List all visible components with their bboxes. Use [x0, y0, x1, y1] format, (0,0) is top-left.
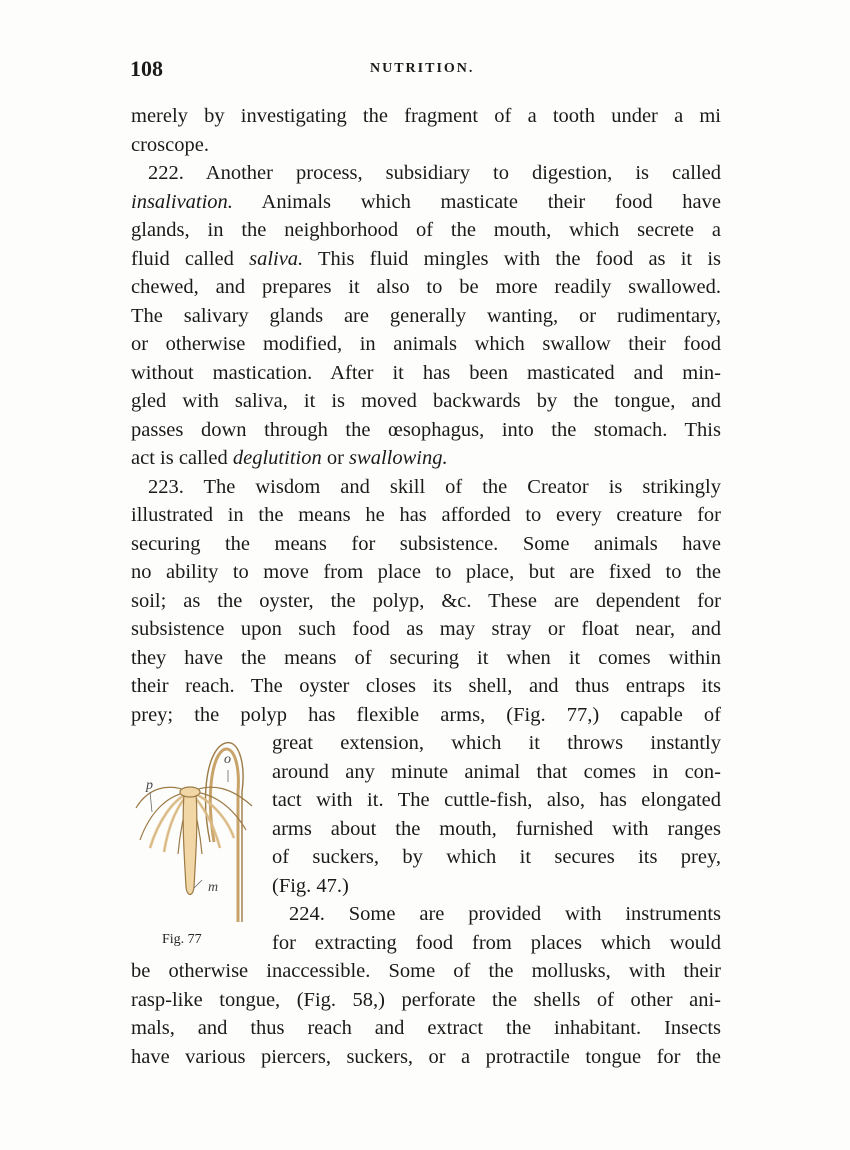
text-run: merely by investigating the fragment of a tooth under a mi: [131, 105, 721, 127]
running-title: NUTRITION.: [370, 61, 475, 76]
text-run: This fluid mingles with the food as it is: [303, 247, 722, 270]
text-line: [272, 900, 721, 929]
text-run: prey; the polyp has flexible arms, (Fig. 77,) capable of: [131, 703, 721, 726]
text-line: [272, 843, 721, 872]
text-line: [131, 615, 721, 644]
text-line: [131, 131, 721, 160]
text-run: for extracting food from places which would: [272, 931, 721, 954]
figure-label-m: m: [208, 880, 219, 895]
text-line: [272, 929, 721, 958]
text-line: [131, 245, 721, 274]
text-run: glands, in the neighborhood of the mouth, which secrete a: [131, 219, 721, 241]
text-line: [272, 872, 721, 901]
text-line: [131, 644, 721, 673]
text-run: croscope.: [131, 133, 209, 156]
text-run: mals, and thus reach and extract the inhabitant. Insects: [131, 1017, 721, 1039]
text-line: [272, 729, 721, 758]
text-line: [131, 387, 721, 416]
text-line: [131, 216, 721, 245]
text-line: [131, 530, 721, 559]
text-line: [131, 1014, 721, 1043]
text-run: passes down through the œsophagus, into the stomach. This: [131, 418, 721, 441]
text-run: securing the means for subsistence. Some animals have: [131, 532, 721, 555]
text-line: [131, 159, 721, 188]
text-run: 223. The wisdom and skill of the Creator is strikingly: [148, 475, 721, 498]
italic-term: saliva.: [249, 247, 304, 270]
italic-term: insalivation.: [131, 190, 233, 213]
text-run: 222. Another process, subsidiary to digestion, is called: [148, 162, 721, 184]
page-number: 108: [130, 56, 163, 81]
text-run: be otherwise inaccessible. Some of the mollusks, with their: [131, 960, 721, 982]
figure-77: [128, 722, 263, 962]
text-run: act is called: [131, 447, 233, 469]
text-line: [131, 302, 721, 331]
text-run: illustrated in the means he has afforded to every creature for: [131, 504, 721, 526]
text-run: rasp-like tongue, (Fig. 58,) perforate the shells of other ani-: [131, 988, 721, 1011]
text-line: [131, 1043, 721, 1072]
text-run: or: [321, 447, 350, 469]
italic-term: deglutition: [232, 447, 322, 469]
text-line: [131, 501, 721, 530]
text-run: Animals which masticate their food have: [232, 190, 721, 213]
text-run: great extension, which it throws instantly: [272, 732, 721, 754]
text-run: of suckers, by which it secures its prey,: [272, 846, 721, 868]
text-line: [131, 986, 721, 1015]
text-line: [272, 786, 721, 815]
text-line: [131, 102, 721, 131]
text-run: subsistence upon such food as may stray or float near, and: [131, 618, 721, 640]
text-line: [131, 444, 721, 473]
figure-label-o: o: [224, 752, 231, 767]
text-line: [131, 273, 721, 302]
text-run: soil; as the oyster, the polyp, &c. These are dependent for: [131, 589, 721, 612]
text-line: [131, 330, 721, 359]
text-run: have various piercers, suckers, or a protractile tongue for the: [131, 1045, 721, 1068]
figure-label-p: p: [146, 778, 153, 793]
text-line: [272, 815, 721, 844]
italic-term: swallowing.: [349, 447, 448, 469]
text-line: [131, 672, 721, 701]
text-run: chewed, and prepares it also to be more readily swallowed.: [131, 276, 721, 298]
text-run: tact with it. The cuttle-fish, also, has elongated: [272, 789, 721, 811]
text-line: [131, 416, 721, 445]
polyp-illustration: [128, 722, 263, 927]
text-run: 224. Some are provided with instruments: [289, 903, 721, 925]
text-run: fluid called: [131, 247, 250, 270]
figure-caption: Fig. 77: [162, 932, 202, 947]
text-run: gled with saliva, it is moved backwards by the tongue, and: [131, 390, 721, 412]
text-line: [131, 587, 721, 616]
text-run: around any minute animal that comes in con-: [272, 760, 721, 783]
text-run: or otherwise modified, in animals which swallow their food: [131, 333, 721, 355]
page-header: [130, 56, 720, 86]
text-run: without mastication. After it has been masticated and min-: [131, 361, 721, 384]
text-run: (Fig. 47.): [272, 874, 349, 897]
text-run: no ability to move from place to place, but are fixed to the: [131, 561, 721, 583]
text-line: [131, 558, 721, 587]
text-run: their reach. The oyster closes its shell, and thus entraps its: [131, 675, 721, 697]
text-run: arms about the mouth, furnished with ranges: [272, 817, 721, 840]
text-line: [131, 188, 721, 217]
text-line: [272, 758, 721, 787]
text-line: [131, 473, 721, 502]
text-run: they have the means of securing it when it comes within: [131, 646, 721, 669]
text-run: The salivary glands are generally wanting, or rudimentary,: [131, 304, 721, 327]
text-line: [131, 359, 721, 388]
